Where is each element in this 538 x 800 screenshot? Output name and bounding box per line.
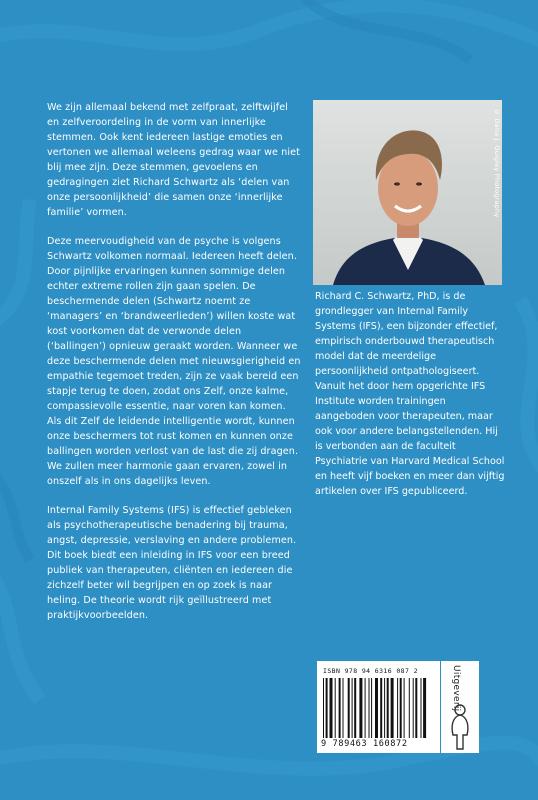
back-cover-blurb xyxy=(47,100,302,637)
barcode-bar xyxy=(380,678,382,738)
barcode-bar xyxy=(384,678,385,738)
barcode-bar xyxy=(421,678,422,738)
barcode-bar xyxy=(413,678,414,738)
author-portrait-image xyxy=(313,100,502,285)
blurb-paragraph-3: Internal Family Systems (IFS) is effectief gebleken als psychotherapeutische benadering bij trauma, angst, depressie, verslaving en andere problemen. Dit boek biedt een inleiding in IFS voor een breed publiek van therapeuten, cliënten en iedereen die zichzelf beter wil begrijpen en op zoek is naar heling. De theorie wordt rijk geïllustreerd met praktijkvoorbeelden. xyxy=(47,505,297,621)
isbn-barcode xyxy=(317,661,455,753)
publisher-name: Uitgeverij xyxy=(451,665,461,712)
barcode-bar xyxy=(335,678,336,738)
barcode-bar xyxy=(375,678,378,738)
barcode-bar xyxy=(326,678,328,738)
barcode-bar xyxy=(400,678,402,738)
barcode-bar xyxy=(371,678,372,738)
isbn-label: ISBN 978 94 6316 087 2 xyxy=(323,667,418,675)
barcode-bar xyxy=(352,678,353,738)
barcode-bars xyxy=(323,678,449,738)
barcode-bar xyxy=(359,678,362,738)
barcode-bar xyxy=(343,678,344,738)
barcode-bar xyxy=(409,678,410,738)
barcode-bar xyxy=(348,678,350,738)
barcode-bar xyxy=(354,678,356,738)
barcode-bar xyxy=(391,678,394,738)
barcode-bar xyxy=(397,678,398,738)
barcode-bar xyxy=(387,678,389,738)
photo-credit: © Dana J. Quigley Photography xyxy=(493,108,501,218)
barcode-bar xyxy=(423,678,426,738)
barcode-bar xyxy=(365,678,366,738)
barcode-bar xyxy=(330,678,333,738)
publisher-mark xyxy=(440,661,479,753)
author-photo xyxy=(313,100,502,285)
isbn-digits: 9 789463 160872 xyxy=(321,739,408,749)
barcode-bar xyxy=(404,678,405,738)
blurb-paragraph-1: We zijn allemaal bekend met zelfpraat, zelftwijfel en zelfveroordeling in de vorm van innerlijke stemmen. Ook kent iedereen lastige emoties en vertonen we allemaal weleens gedrag waar we niet blij mee zijn. Deze stemmen, gevoelens en gedragingen ziet Richard Schwartz als ‘delen van onze persoonlijkheid’ die samen onze ‘innerlijke familie’ vormen. xyxy=(47,102,300,218)
blurb-paragraph-2: Deze meervoudigheid van de psyche is volgens Schwartz volkomen normaal. Iedereen heeft delen. Door pijnlijke ervaringen kunnen sommige delen echter extreme rollen zijn gaan spelen. De beschermende delen (Schwartz noemt ze ‘managers’ en ‘brandweerlieden’) willen koste wat kost voorkomen dat de verwonde delen (‘ballingen’) opnieuw geraakt worden. Wanneer we deze beschermende delen met nieuwsgierigheid en empathie tegemoet treden, zijn ze vaak bereid een stapje terug te doen, zodat ons Zelf, onze kalme, compassievolle essentie, naar voren kan komen. Als dit Zelf de leidende intelligentie wordt, kunnen onze beschermers tot rust komen en kunnen onze ballingen worden verlost van de last die zij dragen. We zullen meer harmonie gaan ervaren, zowel in onszelf als in ons dagelijks leven. xyxy=(47,236,301,487)
publisher-logo-icon xyxy=(447,703,473,751)
barcode-bar xyxy=(339,678,341,738)
barcode-bar xyxy=(415,678,417,738)
barcode-bar xyxy=(369,678,370,738)
author-bio: Richard C. Schwartz, PhD, is de grondlegger van Internal Family Systems (IFS), een bijzonder effectief, empirisch onderbouwd therapeutisch model dat de meerdelige persoonlijkheid ontpathologiseert. Vanuit het door hem opgerichte IFS Institute worden trainingen aangeboden voor therapeuten, maar ook voor andere belangstellenden. Hij is verbonden aan de faculteit Psychiatrie van Harvard Medical School en heeft vijf boeken en meer dan vijftig artikelen over IFS gepubliceerd. xyxy=(315,291,505,497)
barcode-bar xyxy=(323,678,324,738)
